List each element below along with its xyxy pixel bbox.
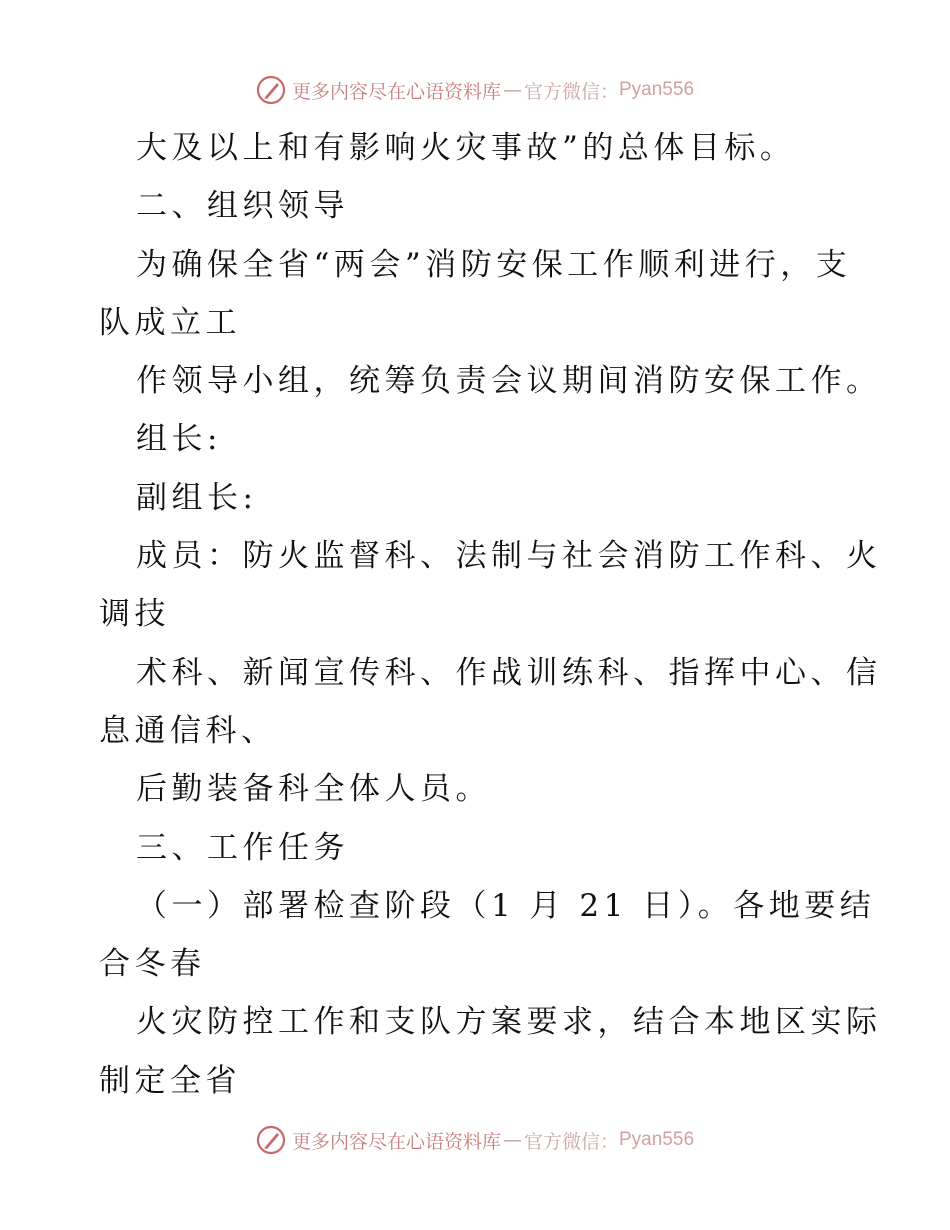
watermark-id: Pyan556	[619, 79, 695, 100]
watermark-separator: —	[502, 1129, 522, 1151]
watermark-brand: 更多内容尽在心语资料库	[291, 1130, 501, 1153]
text-line: 制定全省	[99, 1062, 241, 1099]
watermark-brand: 更多内容尽在心语资料库	[291, 80, 501, 103]
text-line: 三、工作任务	[136, 829, 349, 866]
text-line: 合冬春	[99, 946, 206, 983]
text-line: 成员：防火监督科、法制与社会消防工作科、火	[136, 538, 882, 575]
text-line: 大及以上和有影响火灾事故”的总体目标。	[136, 130, 796, 166]
text-line: 火灾防控工作和支队方案要求，结合本地区实际	[136, 1004, 882, 1041]
text-line: 作领导小组，统筹负责会议期间消防安保工作。	[136, 363, 882, 400]
text-line: 为确保全省“两会”消防安保工作顺利进行，支	[136, 246, 852, 283]
text-line: 队成立工	[99, 304, 241, 341]
text-line: 调技	[99, 596, 170, 633]
text-line: 后勤装备科全体人员。	[136, 771, 491, 808]
text-line: （一）部署检查阶段（1 月 21 日）。各地要结	[136, 887, 876, 924]
text-line: 息通信科、	[99, 712, 277, 749]
watermark-separator: —	[502, 79, 522, 101]
watermark-id: Pyan556	[619, 1129, 695, 1150]
text-line: 术科、新闻宣传科、作战训练科、指挥中心、信	[136, 654, 882, 691]
watermark-label: 官方微信：	[523, 1130, 619, 1153]
footer-watermark	[0, 1120, 950, 1160]
quill-pen-logo-icon	[256, 75, 286, 105]
watermark-label: 官方微信：	[523, 80, 619, 103]
document-body	[99, 119, 882, 1110]
text-line: 组长:	[136, 421, 222, 458]
text-line: 二、组织领导	[136, 188, 349, 225]
text-line: 副组长:	[136, 479, 258, 516]
header-watermark	[0, 70, 950, 110]
quill-pen-logo-icon	[256, 1125, 286, 1155]
